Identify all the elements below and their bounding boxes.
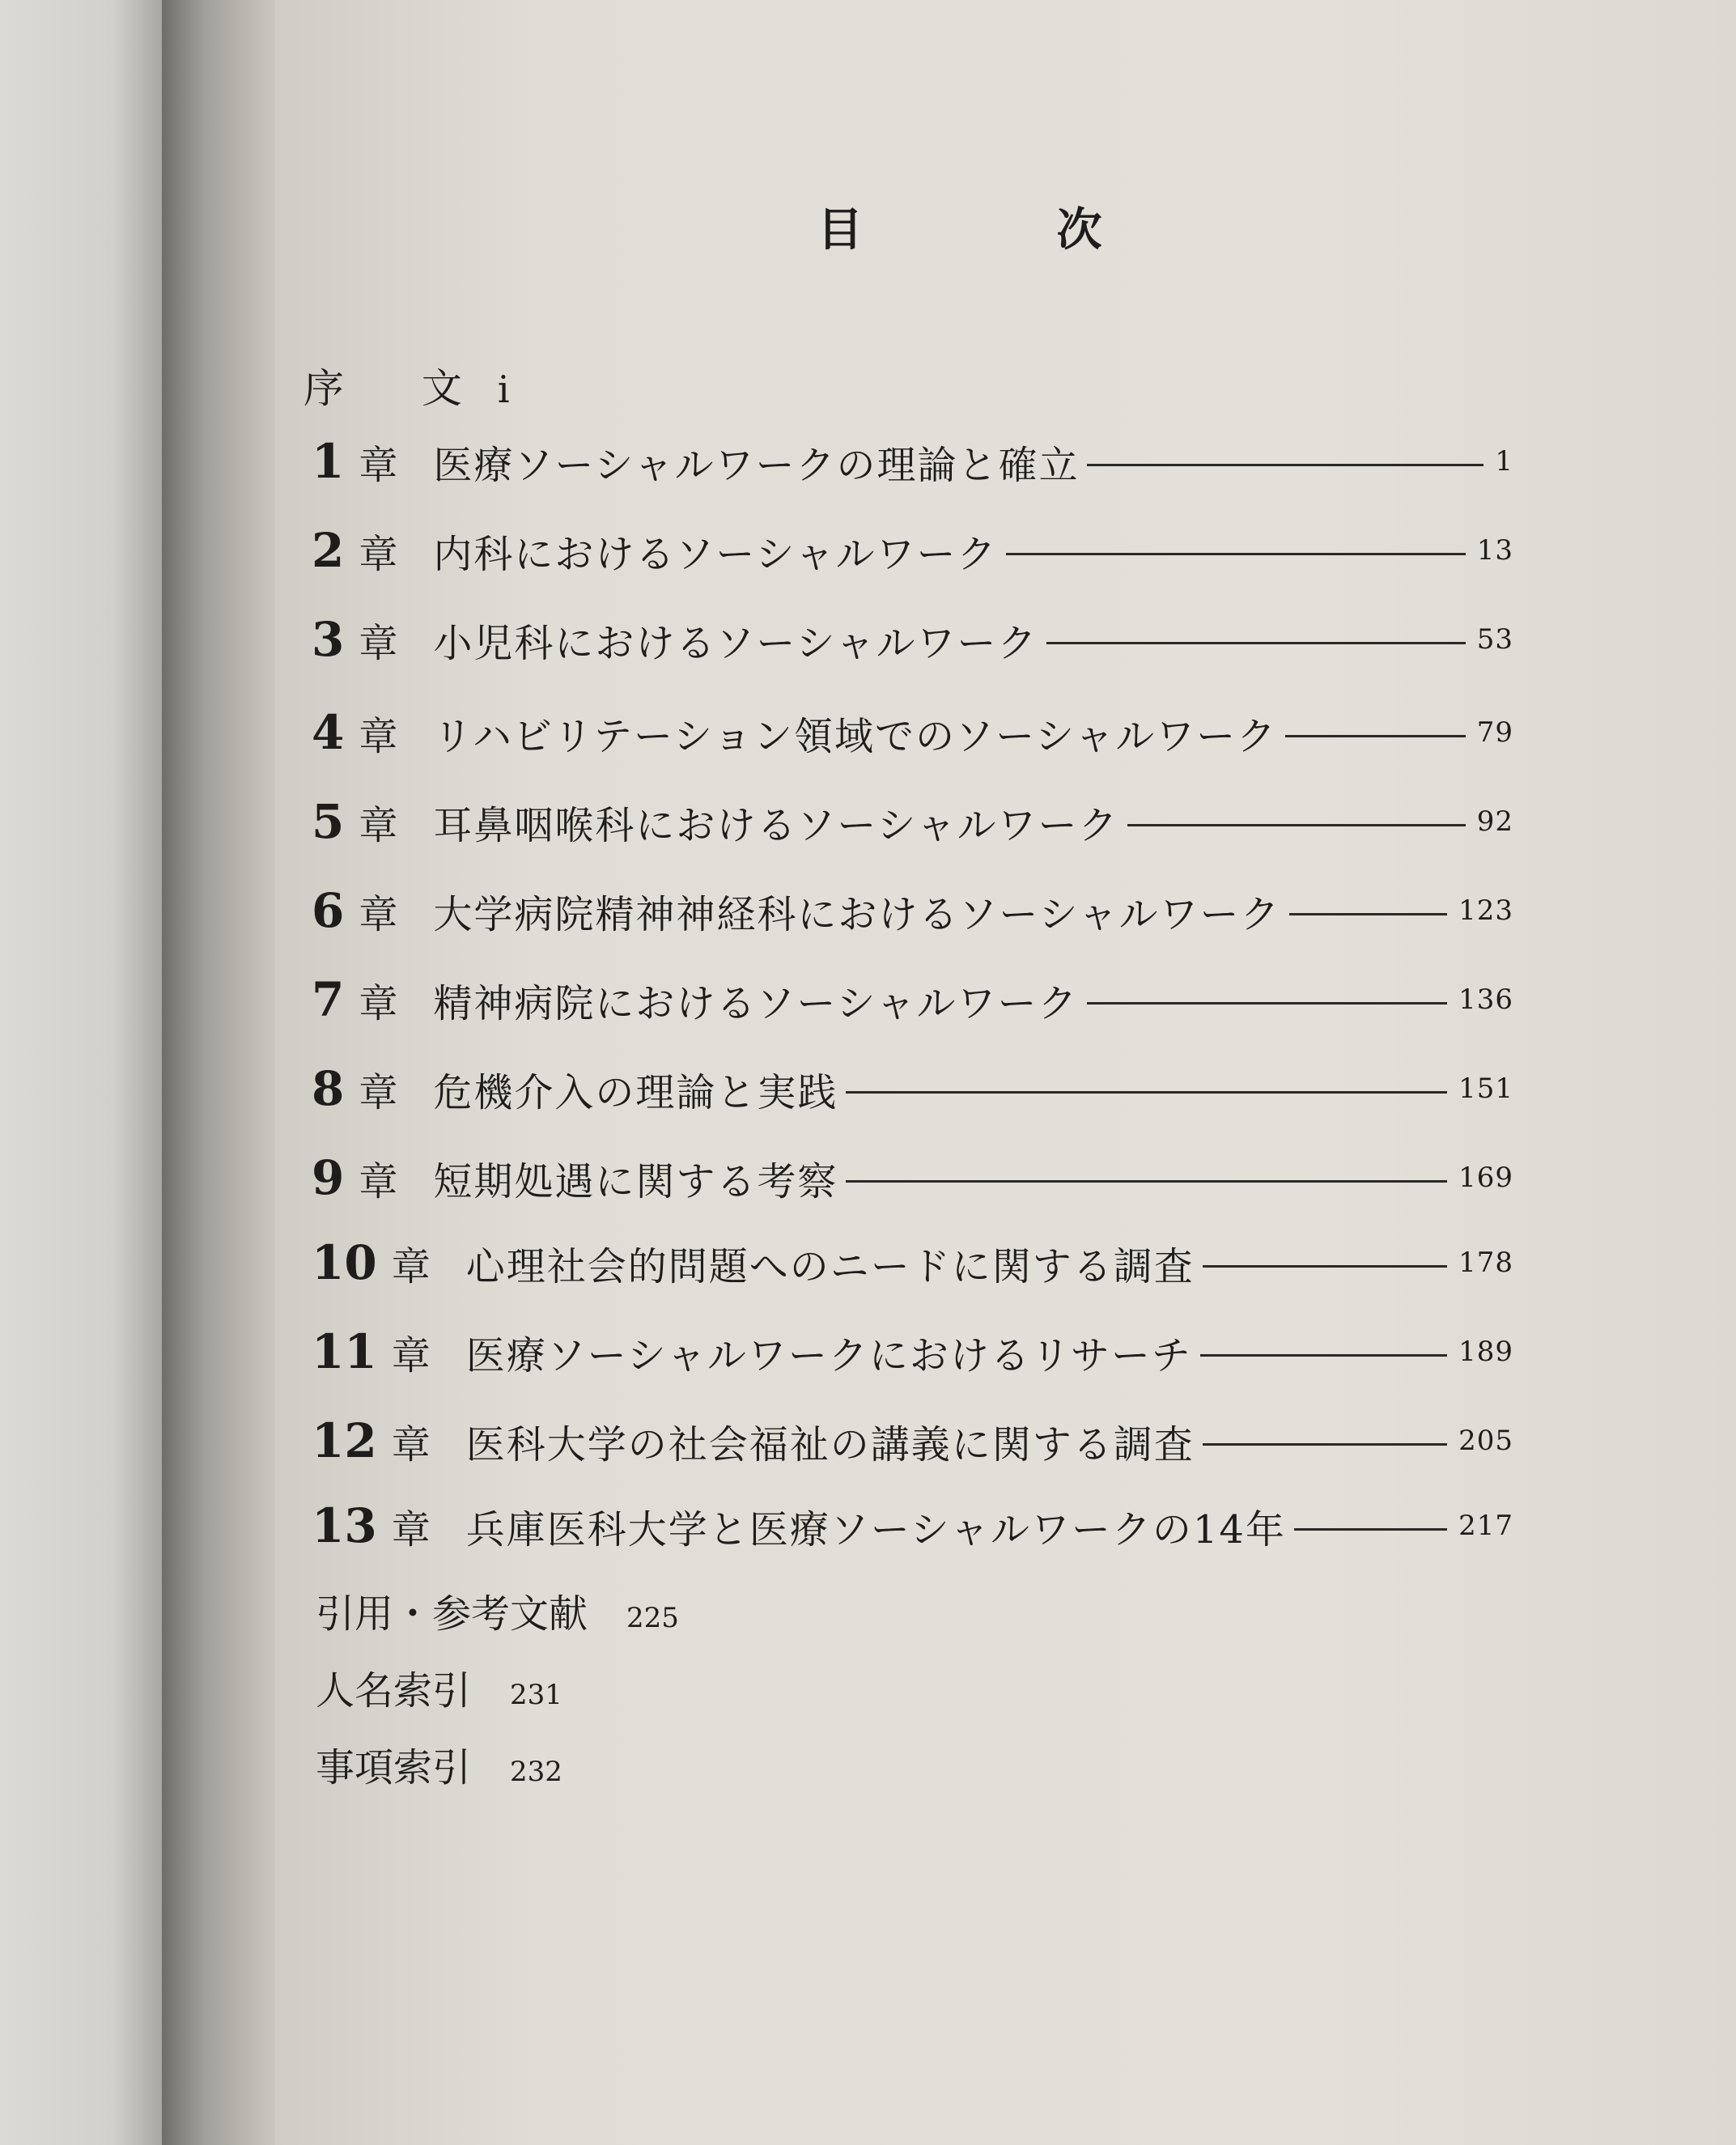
chapter-title: 大学病院精神神経科におけるソーシャルワーク	[433, 891, 1281, 937]
chapter-unit: 章	[359, 891, 398, 937]
chapter-unit: 章	[359, 1069, 398, 1115]
chapter-entry-12	[312, 1408, 1513, 1473]
chapter-number: 12	[312, 1413, 377, 1468]
chapter-title: 医療ソーシャルワークの理論と確立	[433, 442, 1080, 488]
leader-line	[1294, 1528, 1447, 1531]
leader-line	[1006, 553, 1466, 555]
chapter-page: 178	[1458, 1247, 1513, 1279]
chapter-page: 1	[1495, 445, 1513, 478]
preface-page: i	[497, 367, 510, 411]
back-matter-page: 232	[510, 1756, 562, 1788]
chapter-page: 217	[1458, 1510, 1513, 1542]
chapter-entry-5	[312, 789, 1513, 854]
leader-line	[1203, 1265, 1447, 1268]
chapter-entry-11	[312, 1319, 1513, 1384]
back-matter-name-index	[316, 1659, 562, 1715]
back-matter-page: 225	[626, 1602, 679, 1634]
leader-line	[846, 1180, 1447, 1183]
chapter-number: 11	[312, 1324, 377, 1379]
chapter-title: 内科におけるソーシャルワーク	[433, 531, 998, 577]
chapter-page: 169	[1458, 1162, 1513, 1194]
chapter-number: 5	[312, 794, 345, 849]
chapter-unit: 章	[359, 802, 398, 848]
chapter-title: 短期処遇に関する考察	[433, 1158, 838, 1204]
chapter-unit: 章	[391, 1243, 431, 1289]
chapter-unit: 章	[391, 1332, 431, 1378]
chapter-unit: 章	[359, 531, 398, 577]
chapter-entry-7	[312, 967, 1513, 1032]
back-matter-page: 231	[510, 1679, 562, 1711]
chapter-title: 兵庫医科大学と医療ソーシャルワークの14年	[465, 1506, 1286, 1552]
chapter-entry-8	[312, 1056, 1513, 1121]
chapter-page: 53	[1476, 623, 1513, 656]
chapter-unit: 章	[359, 713, 398, 759]
chapter-unit: 章	[359, 1158, 398, 1204]
book-gutter	[162, 0, 283, 2145]
leader-line	[846, 1091, 1447, 1094]
chapter-page: 79	[1476, 716, 1513, 749]
leader-line	[1289, 913, 1448, 915]
back-matter-subject-index	[316, 1736, 562, 1792]
chapter-entry-6	[312, 878, 1513, 943]
chapter-unit: 章	[359, 980, 398, 1026]
facing-page-text-edge	[2, 16, 29, 2121]
back-matter-label: 事項索引	[316, 1745, 472, 1790]
leader-line	[1285, 735, 1466, 737]
chapter-entry-1	[312, 429, 1513, 494]
chapter-title: リハビリテーション領域でのソーシャルワーク	[433, 713, 1278, 759]
chapter-title: 医科大学の社会福祉の講義に関する調査	[465, 1421, 1195, 1468]
leader-line	[1046, 642, 1466, 644]
leader-line	[1087, 464, 1483, 466]
chapter-page: 13	[1476, 534, 1513, 567]
chapter-page: 92	[1476, 805, 1513, 838]
preface-label: 序 文	[303, 365, 494, 412]
chapter-number: 13	[312, 1498, 377, 1553]
chapter-title: 精神病院におけるソーシャルワーク	[433, 980, 1079, 1026]
chapter-number: 7	[312, 972, 345, 1027]
chapter-unit: 章	[359, 620, 398, 666]
chapter-entry-4	[312, 700, 1513, 765]
chapter-number: 2	[312, 523, 345, 578]
chapter-title: 小児科におけるソーシャルワーク	[433, 620, 1038, 666]
chapter-entry-10	[312, 1230, 1513, 1295]
chapter-entry-3	[312, 607, 1513, 672]
chapter-entry-13	[312, 1493, 1513, 1558]
chapter-page: 189	[1458, 1336, 1513, 1368]
chapter-number: 8	[312, 1061, 345, 1116]
chapter-number: 10	[312, 1235, 377, 1290]
back-matter-references	[316, 1582, 679, 1638]
chapter-title: 医療ソーシャルワークにおけるリサーチ	[465, 1332, 1192, 1378]
chapter-entry-2	[312, 518, 1513, 583]
leader-line	[1127, 824, 1466, 826]
chapter-unit: 章	[359, 442, 398, 488]
chapter-title: 心理社会的問題へのニードに関する調査	[465, 1243, 1195, 1289]
back-matter-label: 引用・参考文献	[316, 1591, 588, 1637]
chapter-number: 4	[312, 705, 345, 760]
chapter-page: 205	[1458, 1425, 1513, 1457]
chapter-number: 6	[312, 883, 345, 938]
chapter-page: 136	[1458, 983, 1513, 1016]
leader-line	[1203, 1443, 1447, 1446]
facing-page	[0, 0, 162, 2145]
chapter-title: 危機介入の理論と実践	[433, 1069, 838, 1115]
leader-line	[1200, 1354, 1447, 1357]
chapter-number: 1	[312, 434, 345, 489]
chapter-title: 耳鼻咽喉科におけるソーシャルワーク	[433, 802, 1119, 848]
chapter-page: 151	[1458, 1072, 1513, 1105]
chapter-number: 3	[312, 612, 345, 667]
chapter-number: 9	[312, 1150, 345, 1205]
preface-entry	[303, 356, 510, 414]
chapter-entry-9	[312, 1145, 1513, 1210]
chapter-page: 123	[1458, 894, 1513, 927]
back-matter-label: 人名索引	[316, 1668, 472, 1714]
leader-line	[1087, 1002, 1448, 1005]
chapter-unit: 章	[391, 1506, 431, 1552]
chapter-unit: 章	[391, 1421, 431, 1468]
toc-heading: 目 次	[817, 203, 1191, 257]
